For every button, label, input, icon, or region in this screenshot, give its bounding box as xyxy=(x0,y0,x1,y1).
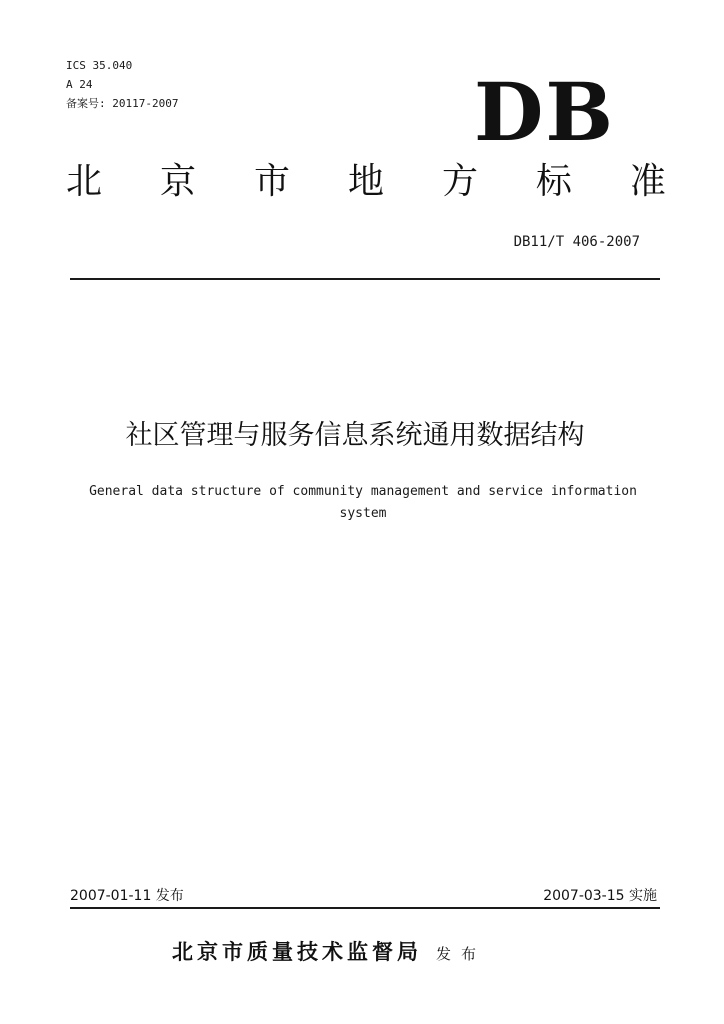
document-title-zh: 社区管理与服务信息系统通用数据结构 xyxy=(125,420,585,451)
publisher-line xyxy=(172,937,486,969)
standard-title-char: 标 xyxy=(535,161,572,202)
header-divider xyxy=(70,278,660,280)
standard-title-char: 北 xyxy=(66,161,103,202)
standard-title-char: 京 xyxy=(159,161,196,202)
document-title-en: General data structure of community management and service information system xyxy=(89,484,637,521)
implementation-date: 2007-03-15 实施 xyxy=(543,888,657,904)
standard-title-char: 方 xyxy=(441,161,478,202)
standard-number: DB11/T 406-2007 xyxy=(513,234,640,250)
standard-title-char: 市 xyxy=(253,161,290,202)
db-logo: DB xyxy=(474,65,615,159)
footer-divider xyxy=(70,907,660,909)
publisher-action: 发布 xyxy=(436,945,487,963)
ics-code: ICS 35.040 xyxy=(66,59,133,72)
standard-type-title xyxy=(66,158,666,206)
record-number: 备案号: 20117-2007 xyxy=(66,97,179,110)
standard-title-char: 准 xyxy=(629,161,666,202)
standard-title-char: 地 xyxy=(347,161,384,202)
issue-date: 2007-01-11 发布 xyxy=(70,888,184,904)
document-title xyxy=(0,416,724,456)
ccs-code: A 24 xyxy=(66,78,93,91)
publisher-name: 北京市质量技术监督局 xyxy=(172,940,422,964)
classification-block xyxy=(66,56,178,113)
